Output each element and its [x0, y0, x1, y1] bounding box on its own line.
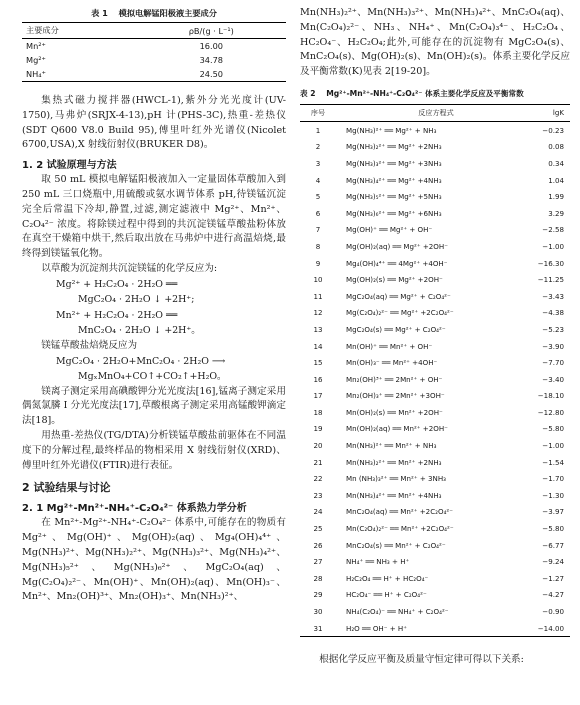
equation-mn-line2: MnC₂O₄ · 2H₂O ↓ +2H⁺。	[78, 325, 201, 337]
table2-header-row	[300, 104, 570, 121]
table2-row	[300, 454, 570, 471]
right-column	[300, 6, 570, 668]
table2-caption	[300, 88, 570, 100]
table2-row	[300, 553, 570, 570]
table2-cell-lgk: −3.90	[542, 341, 564, 351]
equation-mg-line1: Mg²⁺ + H₂C₂O₄ · 2H₂O ══	[56, 278, 178, 290]
table1-cell-comp: Mn²⁺	[26, 41, 46, 51]
table2-cell-lgk: 1.04	[548, 175, 564, 185]
table2-cell-lgk: −0.90	[542, 607, 564, 616]
table2-cell-lgk: −1.70	[542, 474, 564, 484]
table2-row	[300, 188, 570, 205]
table2-cell-reaction: MgC₂O₄(aq) ══ Mg²⁺ + C₂O₄²⁻	[346, 291, 451, 301]
table2-header-reaction: 反应方程式	[336, 104, 528, 121]
table2-cell-reaction: Mg(NH₃)₅²⁺ ══ Mg²⁺ +5NH₃	[346, 192, 442, 202]
table2-row	[300, 620, 570, 637]
table2-cell-lgk: 3.29	[548, 208, 564, 218]
section-heading-2-1: 2. 1 Mg²⁺-Mn²⁺-NH₄⁺-C₂O₄²⁻ 体系热力学分析	[22, 503, 247, 515]
table2-cell-reaction: Mg(OH)₂(aq) ══ Mg²⁺ +2OH⁻	[346, 241, 448, 251]
table2-cell-index: 30	[313, 607, 323, 616]
section-heading-1-2: 1. 2 试验原理与方法	[22, 160, 117, 172]
table1-number: 表 1	[91, 8, 108, 18]
table2-cell-lgk: −16.30	[537, 258, 564, 268]
table2-cell-reaction: Mn(OH)₂(aq) ══ Mn²⁺ +2OH⁻	[346, 424, 448, 434]
table2-cell-index: 7	[315, 225, 321, 235]
table2-cell-lgk: 1.99	[548, 192, 564, 202]
table2-cell-lgk: −0.23	[542, 125, 564, 135]
table2-row	[300, 470, 570, 487]
table2-cell-lgk: −5.23	[542, 324, 564, 334]
table2-row	[300, 338, 570, 355]
table2-cell-reaction: Mn(OH)₃⁻ ══ Mn²⁺ +4OH⁻	[346, 358, 438, 368]
table2-row	[300, 387, 570, 404]
table2-cell-reaction: MnC₂O₄(aq) ══ Mn²⁺ +2C₂O₄²⁻	[346, 507, 454, 517]
table2-cell-index: 5	[315, 192, 321, 202]
table2-cell-index: 4	[315, 175, 321, 185]
table2-row	[300, 205, 570, 222]
table1-cell-value: 16.00	[199, 41, 224, 51]
paragraph-instruments: 集热式磁力搅拌器(HWCL-1),紫外分光光度计(UV-1750),马弗炉(SRJX-4-13),pH 计(PHS-3C),热重-差热仪(SDT Q600 V8.0 Build 95),傅里叶红外光谱仪(Nicolet 6700,USA),X 射线衍射仪(BRUKER D8)。	[22, 95, 286, 151]
table2-row	[300, 238, 570, 255]
table2-cell-index: 15	[313, 358, 323, 368]
table2-cell-lgk: −3.40	[542, 374, 564, 384]
table2-row	[300, 354, 570, 371]
table2-cell-lgk: −5.80	[542, 524, 564, 534]
table2-row	[300, 255, 570, 272]
table2-cell-reaction: Mg(NH₃)²⁺ ══ Mg²⁺ + NH₃	[346, 125, 437, 135]
table2-cell-reaction: HC₂O₄⁻ ══ H⁺ + C₂O₄²⁻	[346, 590, 427, 600]
table2-cell-index: 9	[315, 258, 321, 268]
table2-cell-index: 31	[300, 620, 336, 637]
paragraph-mass-balance: 根据化学反应平衡及质量守恒定律可得以下关系:	[319, 654, 524, 666]
table2-cell-index: 16	[313, 374, 323, 384]
table2-row	[300, 172, 570, 189]
table2-cell-index: 27	[313, 557, 323, 567]
table2-cell-reaction: Mg₄(OH)₄⁴⁺ ══ 4Mg²⁺ +4OH⁻	[346, 258, 448, 268]
table1	[22, 22, 286, 82]
table2-row	[300, 570, 570, 587]
table2-cell-lgk: −4.27	[542, 590, 564, 600]
table1-cell-comp: NH₄⁺	[22, 67, 137, 82]
table2-cell-index: 11	[313, 291, 323, 301]
table2-cell-reaction: Mg(NH₃)₄²⁺ ══ Mg²⁺ +4NH₃	[346, 175, 442, 185]
table2-cell-lgk: −6.77	[542, 540, 564, 550]
paragraph-roasting-intro: 镁锰草酸盐焙烧反应为	[41, 339, 138, 351]
table2-row	[300, 603, 570, 620]
table2-cell-index: 23	[313, 490, 323, 500]
paragraph-reaction-intro: 以草酸为沉淀剂共沉淀镁锰的化学反应为:	[41, 262, 218, 274]
table2-cell-reaction: MgC₂O₄(s) ══ Mg²⁺ + C₂O₄²⁻	[346, 324, 446, 334]
table2-cell-reaction: H₂C₂O₄ ══ H⁺ + HC₂O₄⁻	[346, 573, 429, 583]
table2-cell-lgk: −7.70	[542, 358, 564, 368]
table2-row	[300, 222, 570, 239]
table2-cell-lgk: 0.34	[548, 158, 564, 168]
table2-cell-lgk: −2.58	[542, 225, 564, 235]
table2-cell-index: 25	[313, 524, 323, 534]
table1-row	[22, 53, 286, 67]
left-column	[22, 6, 286, 605]
table2-cell-index: 17	[313, 391, 323, 401]
table2-cell-lgk: −1.27	[542, 573, 564, 583]
table2-cell-reaction: NH₄⁺ ══ NH₃ + H⁺	[346, 557, 410, 567]
table2-cell-reaction: Mn(NH₃)₂²⁺ ══ Mn²⁺ +2NH₃	[346, 457, 442, 467]
table2-row	[300, 371, 570, 388]
table2-cell-index: 18	[313, 407, 323, 417]
table2-cell-reaction: Mn(NH₃)₄²⁺ ══ Mn²⁺ +4NH₃	[346, 490, 442, 500]
paragraph-characterization: 用热重-差热仪(TG/DTA)分析镁锰草酸盐前驱体在不同温度下的分解过程,最终样品的物相采用 X 射线衍射仪(XRD)、傅里叶红外光谱仪(FTIR)进行表征。	[22, 429, 286, 471]
table2-cell-index: 19	[313, 424, 323, 434]
table2-row	[300, 421, 570, 438]
table2	[300, 104, 570, 637]
table2-cell-reaction: Mg(C₂O₄)₂²⁻ ══ Mg²⁺ +2C₂O₄²⁻	[346, 308, 454, 318]
table2-cell-index: 21	[313, 457, 323, 467]
table2-row	[300, 155, 570, 172]
table2-cell-lgk: −11.25	[537, 275, 564, 285]
table2-cell-reaction: Mn(OH)⁺ ══ Mn²⁺ + OH⁻	[346, 341, 433, 351]
table2-cell-lgk: −1.54	[542, 457, 564, 467]
table1-caption	[22, 8, 286, 19]
paragraph-species-continued: Mn(NH₃)₂²⁺、Mn(NH₃)₃²⁺、Mn(NH₃)₄²⁺、MnC₂O₄(aq)、Mn(C₂O₄)₂²⁻、NH₃、NH₄⁺、Mn(C₂O₄)₃⁴⁻、H₂C₂O₄、HC₂O₄⁻、H₂C₂O₄;此外,可能存在的沉淀物有 MgC₂O₄(s)、MnC₂O₄(s)、Mg(OH)₂(s)、Mn(OH)₂(s)。体系主要化学反应及平衡常数(K)见表 2[19-20]。	[300, 7, 570, 78]
table2-cell-index: 6	[315, 208, 321, 218]
paragraph-method: 取 50 mL 模拟电解锰阳极液加入一定量固体草酸加入到 250 mL 三口烧瓶中,用硫酸或氨水调节体系 pH,待镁锰沉淀完全后常温下冷却,静置,过滤,测定滤液中 Mg²⁺、Mn²⁺、C₂O₄²⁻ 浓度。将除镁过程中得到的共沉淀镁锰草酸盐粉体放在真空干燥箱中烘干,然后取出放在马弗炉中进行高温焙烧,最终得到镁锰氧化物。	[22, 174, 286, 260]
table2-cell-lgk: −12.80	[537, 407, 564, 417]
table2-cell-reaction: Mn(NH₃)²⁺ ══ Mn²⁺ + NH₃	[346, 441, 437, 451]
table2-row	[300, 487, 570, 504]
table2-cell-reaction: Mn (NH₃)₃²⁺ ══ Mn²⁺ + 3NH₃	[346, 474, 447, 484]
table2-cell-lgk: 0.08	[548, 142, 564, 152]
table1-cell-value: 24.50	[137, 67, 286, 82]
table2-cell-index: 29	[313, 590, 323, 600]
table1-row	[22, 67, 286, 82]
section-heading-2: 2 试验结果与讨论	[22, 481, 111, 495]
table1-header-value: ρB/(g · L⁻¹)	[137, 23, 286, 39]
table2-row	[300, 587, 570, 604]
table1-header-comp: 主要成分	[22, 23, 137, 39]
table2-cell-index: 26	[313, 540, 323, 550]
table2-cell-lgk: −18.10	[537, 391, 564, 401]
table2-row	[300, 305, 570, 322]
table2-row	[300, 404, 570, 421]
table2-row	[300, 121, 570, 138]
table2-cell-lgk: −14.00	[528, 620, 570, 637]
equation-mn-line1: Mn²⁺ + H₂C₂O₄ · 2H₂O ══	[56, 309, 178, 321]
paragraph-species: 在 Mn²⁺-Mg²⁺-NH₄⁺-C₂O₄²⁻ 体系中,可能存在的物质有 Mg²⁺、Mg(OH)⁺、Mg(OH)₂(aq)、Mg₄(OH)₄⁴⁺、Mg(NH₃)²⁺、Mg(NH₃)₂²⁺、Mg(NH₃)₃²⁺、Mg(NH₃)₄²⁺、Mg(NH₃)₅²⁺、Mg(NH₃)₆²⁺、MgC₂O₄(aq)、Mg(C₂O₄)₂²⁻、Mn(OH)⁺、Mn(OH)₂(aq)、Mn(OH)₃⁻、Mn²⁺、Mn₂(OH)³⁺、Mn₂(OH)₃⁺、Mn(NH₃)²⁺、	[22, 517, 286, 603]
paragraph-measurement: 镁离子测定采用高碘酸钾分光光度法[16],锰离子测定采用偶氮氯膦 I 分光光度法[17],草酸根离子测定采用高锰酸钾滴定法[18]。	[22, 385, 286, 427]
table2-cell-reaction: Mg(OH)₂(s) ══ Mg²⁺ +2OH⁻	[346, 275, 443, 285]
table2-cell-index: 28	[313, 573, 323, 583]
table2-cell-index: 24	[313, 507, 323, 517]
table2-cell-reaction: NH₄(C₂O₄)⁻ ══ NH₄⁺ + C₂O₄²⁻	[346, 607, 449, 616]
table2-cell-index: 1	[315, 125, 321, 135]
table2-header-index: 序号	[300, 104, 336, 121]
table2-body	[300, 121, 570, 636]
table2-cell-index: 10	[313, 275, 323, 285]
table2-cell-index: 12	[313, 308, 323, 318]
table2-row	[300, 520, 570, 537]
table2-cell-lgk: −1.00	[542, 241, 564, 251]
table2-cell-lgk: −3.97	[542, 507, 564, 517]
table1-header-row	[22, 23, 286, 39]
table2-row	[300, 139, 570, 156]
table1-cell-comp: Mg²⁺	[26, 55, 46, 65]
table2-row	[300, 504, 570, 521]
table2-cell-reaction: Mn₂(OH)₃⁺ ══ 2Mn²⁺ +3OH⁻	[346, 391, 445, 401]
equation-mg-line2: MgC₂O₄ · 2H₂O ↓ +2H⁺;	[78, 294, 195, 306]
table2-row	[300, 321, 570, 338]
table2-row	[300, 437, 570, 454]
table2-number: 表 2	[300, 88, 316, 98]
table2-cell-lgk: −3.43	[542, 291, 564, 301]
table2-cell-index: 2	[315, 142, 321, 152]
table2-cell-index: 14	[313, 341, 323, 351]
table2-cell-index: 3	[315, 158, 321, 168]
table2-cell-reaction: Mn(C₂O₄)₂²⁻ ══ Mn²⁺ +2C₂O₄²⁻	[346, 524, 454, 534]
table2-cell-reaction: Mg(NH₃)₃²⁺ ══ Mg²⁺ +3NH₃	[346, 158, 442, 168]
table2-header-lgk: lgK	[528, 104, 570, 121]
table2-cell-reaction: Mn₂(OH)³⁺ ══ 2Mn²⁺ + OH⁻	[346, 374, 443, 384]
table2-cell-lgk: −1.30	[542, 490, 564, 500]
equation-roast-line1: MgC₂O₄ · 2H₂O+MnC₂O₄ · 2H₂O ⟶	[56, 355, 226, 367]
table2-cell-reaction: Mg(NH₃)₆²⁺ ══ Mg²⁺ +6NH₃	[346, 208, 442, 218]
table2-row	[300, 537, 570, 554]
table2-cell-reaction: Mg(NH₃)₂²⁺ ══ Mg²⁺ +2NH₃	[346, 142, 442, 152]
table2-cell-lgk: −4.38	[542, 308, 564, 318]
table2-cell-index: 13	[313, 324, 323, 334]
table2-cell-reaction: H₂O ══ OH⁻ + H⁺	[336, 620, 528, 637]
table1-row	[22, 39, 286, 54]
table2-cell-reaction: Mn(OH)₂(s) ══ Mn²⁺ +2OH⁻	[346, 407, 443, 417]
table2-cell-lgk: −5.80	[542, 424, 564, 434]
table2-row	[300, 288, 570, 305]
table1-title: 模拟电解锰阳极液主要成分	[118, 8, 217, 18]
table2-title: Mg²⁺-Mn²⁺-NH₄⁺-C₂O₄²⁻ 体系主要化学反应及平衡常数	[326, 88, 524, 98]
table1-cell-value: 34.78	[199, 55, 224, 65]
table2-cell-lgk: −9.24	[542, 557, 564, 567]
table2-cell-lgk: −1.00	[542, 441, 564, 451]
table2-cell-index: 22	[313, 474, 323, 484]
table2-cell-index: 8	[315, 241, 321, 251]
table2-row	[300, 271, 570, 288]
equation-roast-line2: MgₓMnO₄+CO↑+CO₂↑+H₂O。	[78, 371, 227, 383]
table2-cell-reaction: Mg(OH)⁺ ══ Mg²⁺ + OH⁻	[346, 225, 433, 235]
table2-cell-reaction: MnC₂O₄(s) ══ Mn²⁺ + C₂O₄²⁻	[346, 540, 446, 550]
table2-cell-index: 20	[313, 441, 323, 451]
